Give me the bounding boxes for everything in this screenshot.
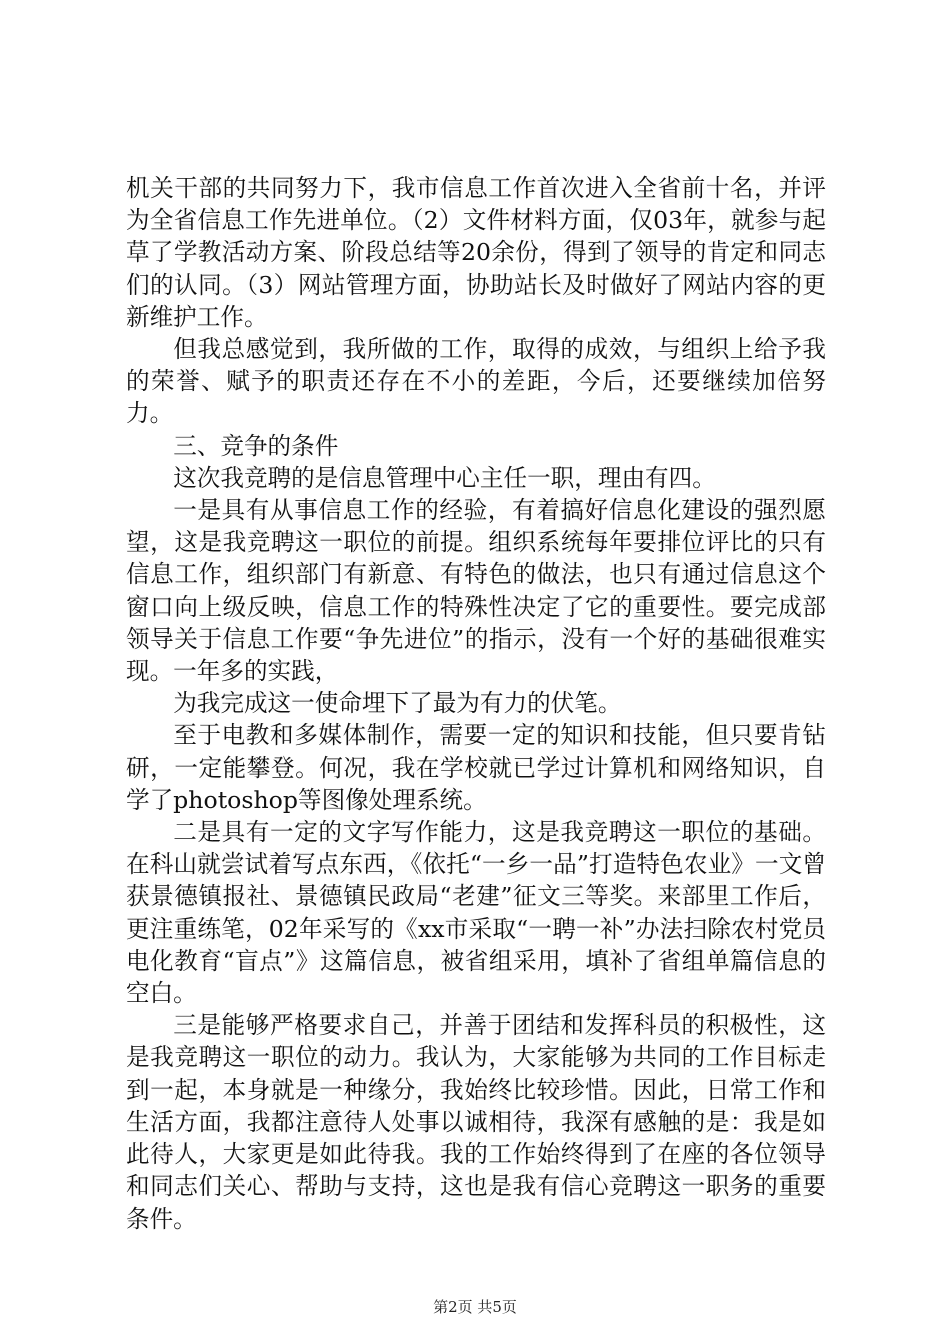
paragraph-reason-one: 一是具有从事信息工作的经验，有着搞好信息化建设的强烈愿望，这是我竞聘这一职位的前提。组织系统每年要排位评比的只有信息工作，组织部门有新意、有特色的做法，也只有通过信息这个窗口向上级反映，信息工作的特殊性决定了它的重要性。要完成部领导关于信息工作要“争先进位”的指示，没有一个好的基础很难实现。一年多的实践， — [126, 496, 826, 686]
paragraph-position-intro: 这次我竞聘的是信息管理中心主任一职，理由有四。 — [173, 463, 716, 492]
section-heading-conditions: 三、竞争的条件 — [173, 431, 339, 460]
paragraph-reason-one-cont: 为我完成这一使命埋下了最为有力的伏笔。 — [173, 689, 622, 718]
page-footer: 第2页 共5页 — [433, 1298, 517, 1316]
paragraph-reason-three: 三是能够严格要求自己，并善于团结和发挥科员的积极性，这是我竞聘这一职位的动力。我认为，大家能够为共同的工作目标走到一起，本身就是一种缘分，我始终比较珍惜。因此，日常工作和生活方面，我都注意待人处事以诚相待，我深有感触的是：我是如此待人，大家更是如此待我。我的工作始终得到了在座的各位领导和同志们关心、帮助与支持，这也是我有信心竞聘这一职务的重要条件。 — [126, 1011, 826, 1233]
paragraph-self-assessment: 但我总感觉到，我所做的工作，取得的成效，与组织上给予我的荣誉、赋予的职责还存在不小的差距，今后，还要继续加倍努力。 — [126, 335, 826, 428]
paragraph-reason-two: 二是具有一定的文字写作能力，这是我竞聘这一职位的基础。在科山就尝试着写点东西，《依托“一乡一品”打造特色农业》一文曾获景德镇报社、景德镇民政局“老建”征文三等奖。来部里工作后，更注重练笔，02年采写的《xx市采取“一聘一补”办法扫除农村党员电化教育“盲点”》这篇信息，被省组采用，填补了省组单篇信息的空白。 — [126, 818, 826, 1008]
paragraph-continuation: 机关干部的共同努力下，我市信息工作首次进入全省前十名，并评为全省信息工作先进单位。（2）文件材料方面，仅03年，就参与起草了学教活动方案、阶段总结等20余份，得到了领导的肯定和同志们的认同。（3）网站管理方面，协助站长及时做好了网站内容的更新维护工作。 — [126, 174, 826, 331]
document-body — [126, 172, 826, 1235]
paragraph-multimedia: 至于电教和多媒体制作，需要一定的知识和技能，但只要肯钻研，一定能攀登。何况，我在学校就已学过计算机和网络知识，自学了photoshop等图像处理系统。 — [126, 721, 826, 814]
